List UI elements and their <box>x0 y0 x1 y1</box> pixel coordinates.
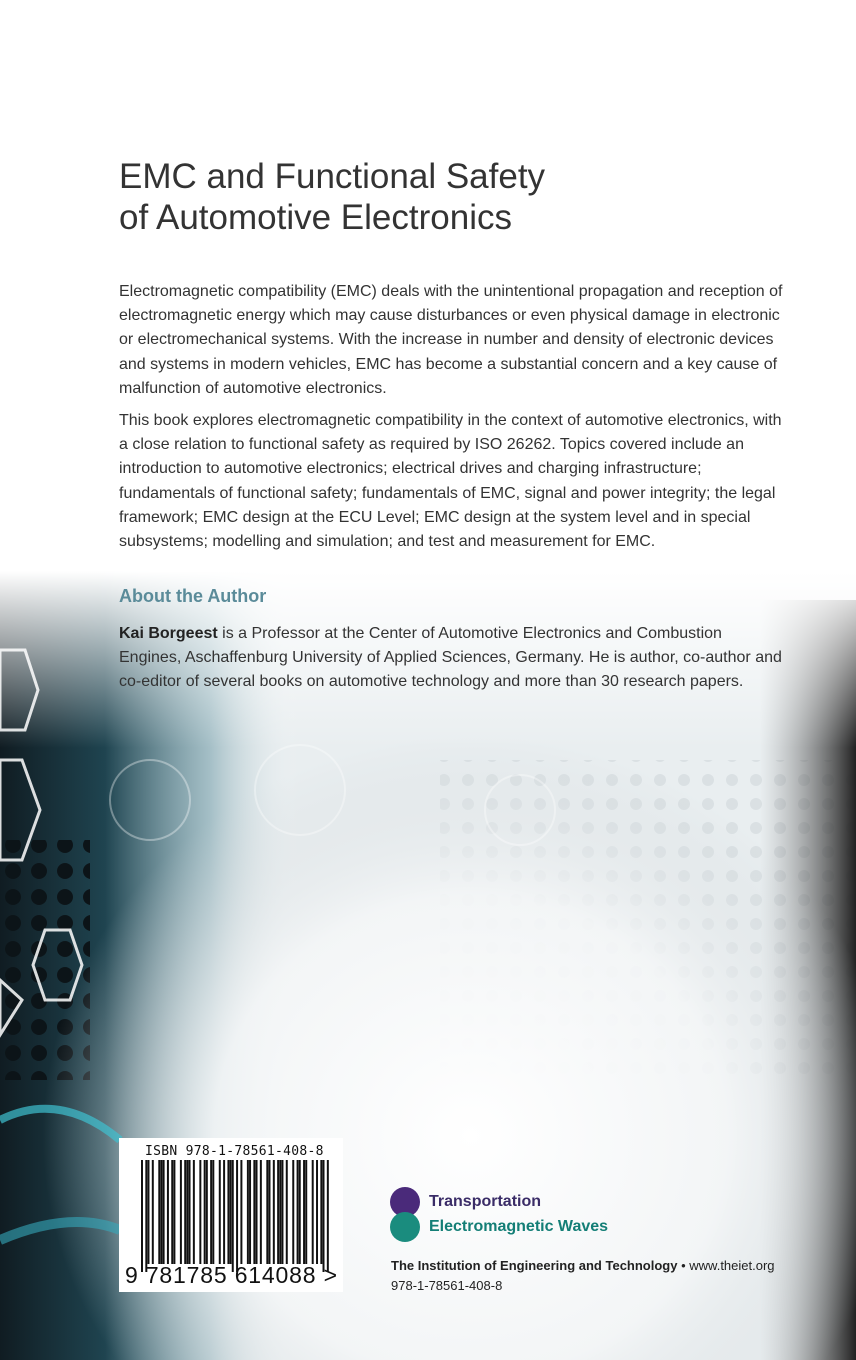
barcode-bar <box>253 1160 255 1264</box>
author-name: Kai Borgeest <box>119 625 218 642</box>
separator-bullet: • <box>677 1258 690 1273</box>
barcode-bar <box>180 1160 182 1264</box>
subject-label: Electromagnetic Waves <box>429 1218 609 1235</box>
barcode-bar <box>184 1160 186 1264</box>
publisher-name: The Institution of Engineering and Technology <box>391 1258 678 1273</box>
barcode-bar <box>236 1160 238 1272</box>
barcode-bar <box>223 1160 225 1264</box>
barcode-bar <box>247 1160 249 1264</box>
barcode-bar <box>158 1160 160 1264</box>
barcode-bar <box>297 1160 299 1264</box>
book-title-line-1: EMC and Functional Safety <box>119 157 546 196</box>
barcode-bar <box>286 1160 288 1264</box>
barcode-bar <box>316 1160 318 1264</box>
barcode-bar <box>219 1160 221 1264</box>
isbn-barcode <box>119 1138 343 1292</box>
barcode-bar <box>206 1160 208 1264</box>
barcode-bar <box>268 1160 270 1264</box>
publisher-website: www.theiet.org <box>689 1258 775 1273</box>
barcode-bar <box>193 1160 195 1264</box>
barcode-bar <box>277 1160 279 1264</box>
barcode-graphic <box>119 1138 343 1292</box>
barcode-bar <box>256 1160 258 1264</box>
barcode-bar <box>266 1160 268 1264</box>
barcode-bar <box>204 1160 206 1264</box>
description-paragraph-1: Electromagnetic compatibility (EMC) deals with the unintentional propagation and reception of electromagnetic energy which may cause disturbances or even physical damage in electronic or electromechanical systems. With the increase in number and density of electronic devices and systems in modern vehicles, EMC has become a substantial concern and a key cause of malfunction of automotive electronics. <box>119 283 783 397</box>
barcode-bar <box>260 1160 262 1264</box>
barcode-bar <box>305 1160 307 1264</box>
about-author-heading: About the Author <box>119 586 267 606</box>
barcode-bar <box>303 1160 305 1264</box>
barcode-bar <box>320 1160 322 1264</box>
barcode-bar <box>141 1160 143 1272</box>
barcode-bar <box>189 1160 191 1264</box>
barcode-bar <box>279 1160 281 1264</box>
barcode-bar <box>292 1160 294 1264</box>
barcode-bar <box>163 1160 165 1264</box>
author-bio-text: is a Professor at the Center of Automotive Electronics and Combustion Engines, Aschaffenburg University of Applied Sciences, Germany. He is author, co-author and co-editor of several books on automotive technology and more than 30 research papers. <box>119 625 782 691</box>
barcode-bar <box>147 1160 149 1264</box>
subject-category-electromagnetic-waves <box>390 1213 608 1241</box>
barcode-bar <box>240 1160 242 1264</box>
barcode-bar <box>249 1160 251 1264</box>
barcode-bar <box>230 1160 232 1264</box>
author-bio <box>119 622 783 695</box>
barcode-bar <box>173 1160 175 1264</box>
barcode-bar <box>312 1160 314 1264</box>
barcode-bar <box>145 1160 147 1272</box>
publisher-line <box>391 1258 775 1273</box>
description-paragraph-2: This book explores electromagnetic compatibility in the context of automotive electronics, with a close relation to functional safety as required by ISO 26262. Topics covered include an introduction to automotive electronics; electrical drives and charging infrastructure; fundamentals of functional safety; fundamentals of EMC, signal and power integrity; the legal framework; EMC design at the ECU Level; EMC design at the system level and in special subsystems; modelling and simulation; and test and measurement for EMC. <box>119 412 782 551</box>
book-title <box>119 156 759 238</box>
subject-label: Transportation <box>429 1193 542 1210</box>
barcode-bar <box>327 1160 329 1272</box>
publisher-isbn: 978-1-78561-408-8 <box>391 1278 503 1293</box>
barcode-bar <box>152 1160 154 1264</box>
barcode-bar <box>323 1160 325 1272</box>
barcode-bar <box>232 1160 234 1272</box>
barcode-bar <box>281 1160 283 1264</box>
book-title-line-2: of Automotive Electronics <box>119 198 512 237</box>
barcode-bar <box>227 1160 229 1264</box>
isbn-label: ISBN 978-1-78561-408-8 <box>145 1144 324 1159</box>
barcode-bar <box>171 1160 173 1264</box>
electromagnetic-waves-category-icon <box>390 1212 420 1242</box>
barcode-bar <box>210 1160 212 1264</box>
barcode-digits: 9 781785 614088 > <box>125 1262 337 1288</box>
barcode-bar <box>167 1160 169 1264</box>
barcode-bar <box>299 1160 301 1264</box>
subject-category-transportation <box>390 1188 541 1216</box>
barcode-bar <box>186 1160 188 1264</box>
barcode-bar <box>273 1160 275 1264</box>
barcode-bar <box>212 1160 214 1264</box>
barcode-bar <box>160 1160 162 1264</box>
barcode-bar <box>199 1160 201 1264</box>
